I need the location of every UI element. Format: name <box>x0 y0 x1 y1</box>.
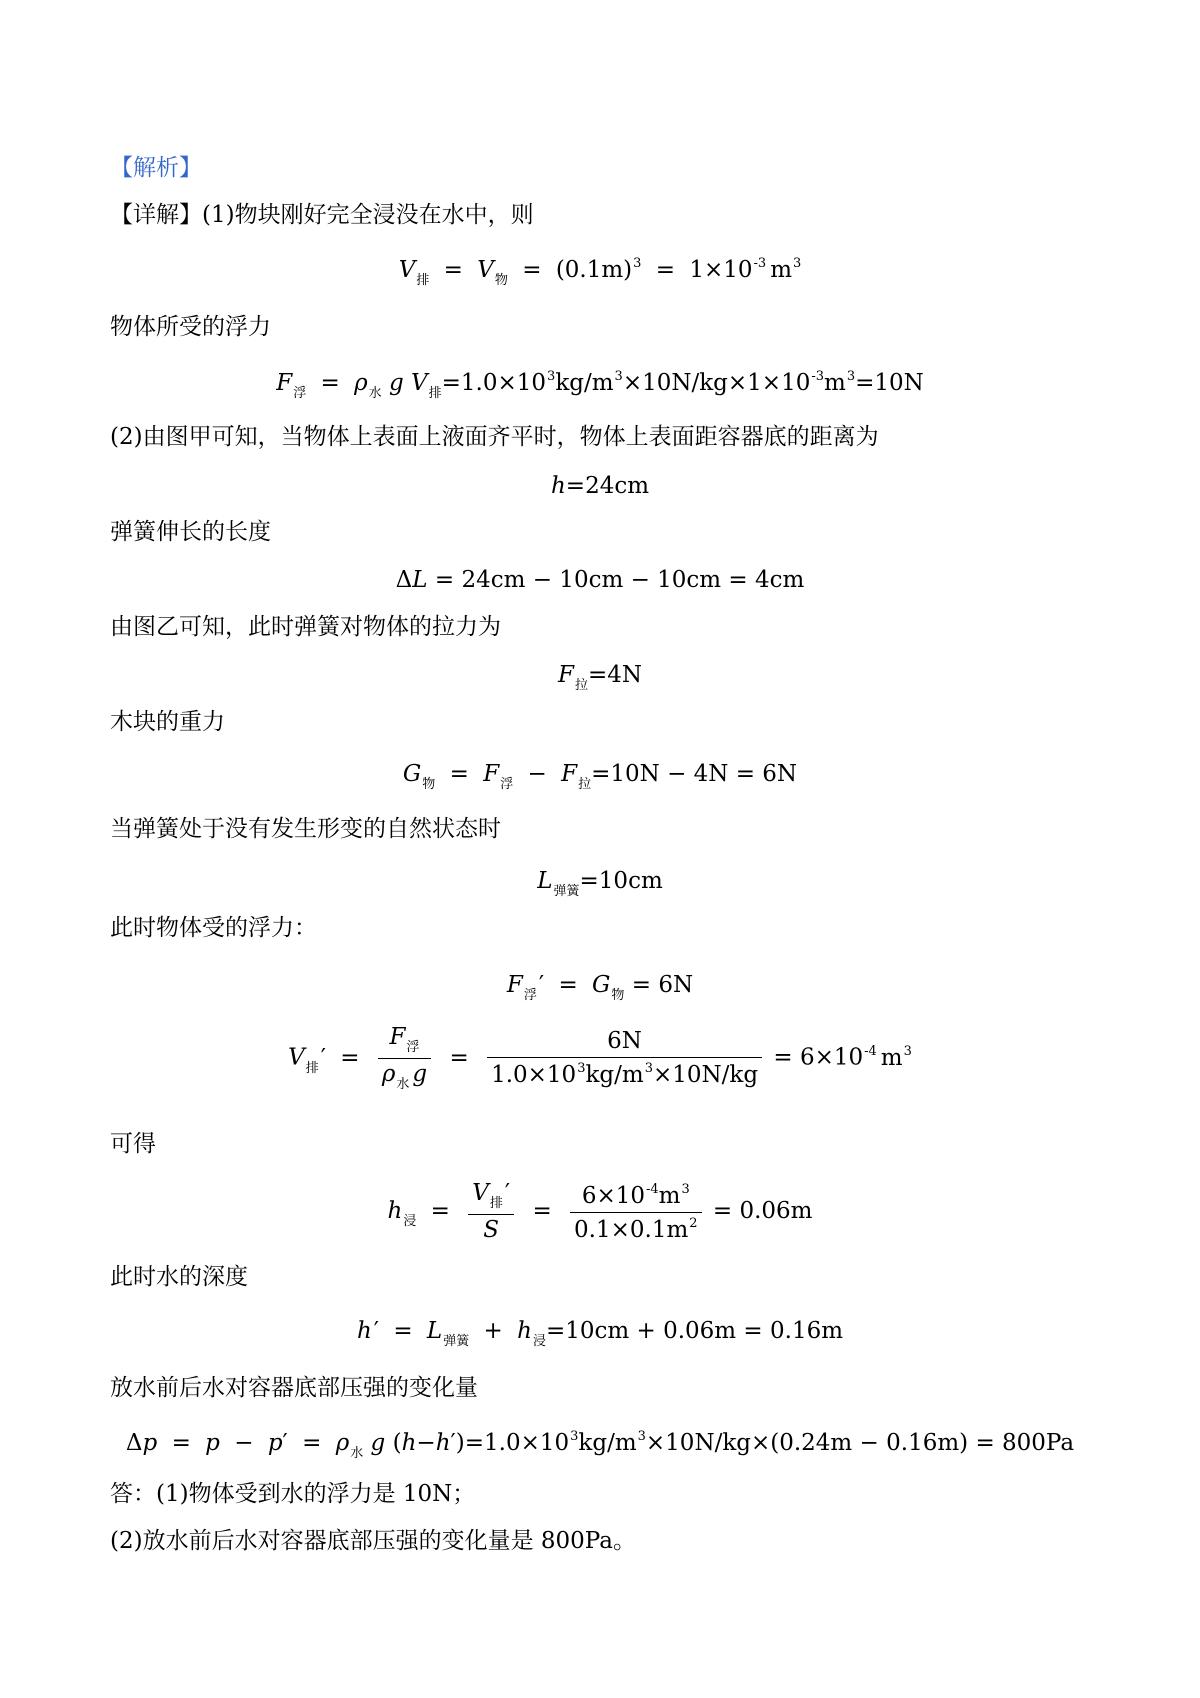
text-natural-state: 当弹簧处于没有发生形变的自然状态时 <box>110 816 501 842</box>
fraction-numeric-volume: $\frac{6N}{1.0\times 10^3kg/m^3\times 10N/kg}$ <box>487 1030 762 1087</box>
fraction-numeric-depth: $\frac{6\times 10^{-4}m^3}{0.1\times 0.1m^2}$ <box>570 1183 702 1242</box>
text-obtain: 可得 <box>110 1131 156 1157</box>
text-pressure-change: 放水前后水对容器底部压强的变化量 <box>110 1375 478 1401</box>
equation-spring-extension: ΔL = 24cm − 10cm − 10cm = 4cm <box>395 567 805 593</box>
section-heading: 【解析】 <box>110 155 202 181</box>
equation-displaced-volume: $V_排 = V_物 = (0.1m)^3 = 1\times 10^{-3}$ $m^3$ <box>398 256 802 288</box>
equation-weight: $G_物 = F_浮 - F_拉=10N - 4N = 6N$ <box>402 761 798 793</box>
equation-pressure-change: $\Delta p = p - p' = \rho_水$ g $(h-h')=1.0\times 10^3kg/m^3\times 10N/kg\times(0.24m - 0.16m) = 800Pa$ <box>125 1429 1075 1461</box>
text-water-depth: 此时水的深度 <box>110 1264 248 1290</box>
text-figure-yi: 由图乙可知，此时弹簧对物体的拉力为 <box>110 614 501 640</box>
equation-immersed-depth: $h_浸$ = $\frac{V_排'}{S}$ = $\frac{6\times 10^{-4}m^3}{0.1\times 0.1m^2}$ = 0.06m <box>387 1180 813 1244</box>
equation-new-buoyancy: $F_浮' = G_物 = 6N$ <box>506 972 694 1004</box>
text-spring-length: 弹簧伸长的长度 <box>110 519 271 545</box>
text-figure-jia: (2)由图甲可知，当物体上表面上液面齐平时，物体上表面距容器底的距离为 <box>110 424 879 450</box>
answer-line-2: (2)放水前后水对容器底部压强的变化量是 800Pa。 <box>110 1528 636 1554</box>
fraction-volume-over-area: $\frac{V_排'}{S}$ <box>468 1182 514 1242</box>
text-buoyancy: 物体所受的浮力 <box>110 314 271 340</box>
equation-new-displaced-volume: $V_排'$ = $\frac{F_浮}{\rho_水 g}$ = $\frac{6N}{1.0\times 10^3kg/m^3\times 10N/kg}$ = $6\times 10^{-4}$ $m^3$ <box>288 1024 912 1093</box>
answer-line-1: 答：(1)物体受到水的浮力是 10N； <box>110 1481 476 1507</box>
detail-tag: 【详解】 <box>110 202 202 228</box>
detail-line <box>110 204 534 227</box>
fraction-buoyancy-over-density: $\frac{F_浮}{\rho_水 g}$ <box>378 1026 431 1091</box>
detail-text: (1)物块刚好完全浸没在水中，则 <box>202 202 534 228</box>
equation-buoyancy: $F_浮 = \rho_水$ g $V_排=1.0\times 10^3kg/m^3\times 10N/kg\times 1\times 10^{-3}m^3=10N$ <box>276 369 924 401</box>
equation-spring-natural-length: $L_{弹簧}=10cm$ <box>537 868 663 900</box>
equation-water-depth: $h' = L_{弹簧} + h_浸=10cm + 0.06m = 0.16m$ <box>356 1318 844 1350</box>
equation-height: h=24cm <box>550 473 650 499</box>
equation-tension: $F_拉=4N$ <box>557 662 642 694</box>
text-buoyancy-now: 此时物体受的浮力： <box>110 915 317 941</box>
text-weight: 木块的重力 <box>110 709 225 735</box>
